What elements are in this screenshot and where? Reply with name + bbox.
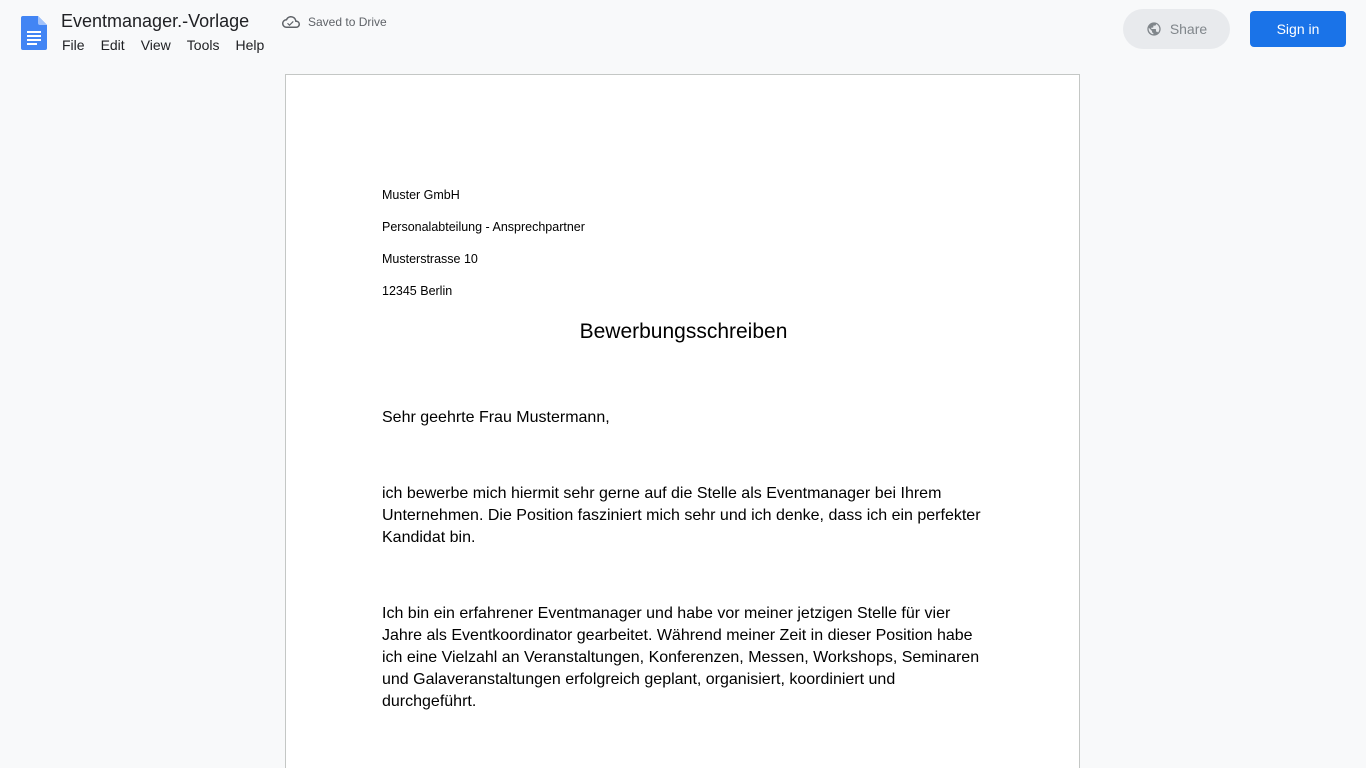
menu-tools[interactable]: Tools xyxy=(186,37,220,53)
google-docs-icon[interactable] xyxy=(21,16,47,50)
document-body[interactable] xyxy=(382,187,985,767)
letter-heading: Bewerbungsschreiben xyxy=(579,320,788,343)
globe-icon xyxy=(1146,21,1162,37)
saved-status-label: Saved to Drive xyxy=(308,15,387,29)
share-button[interactable] xyxy=(1123,9,1230,49)
document-title[interactable]: Eventmanager.-Vorlage xyxy=(61,11,250,31)
cloud-done-icon xyxy=(281,13,301,31)
address-department: Personalabteilung - Ansprechpartner xyxy=(382,220,585,234)
top-header xyxy=(0,0,1366,64)
address-company: Muster GmbH xyxy=(382,188,460,202)
paragraph-1: ich bewerbe mich hiermit sehr gerne auf die Stelle als Eventmanager bei Ihrem Unternehmen. Die Position fasziniert mich sehr und ich denke, dass ich ein perfekter Kandidat bin. xyxy=(382,485,981,546)
share-label: Share xyxy=(1169,21,1208,37)
menu-edit[interactable]: Edit xyxy=(100,37,125,53)
menu-file[interactable]: File xyxy=(62,37,85,53)
address-street: Musterstrasse 10 xyxy=(382,252,478,266)
menu-bar xyxy=(54,36,272,56)
salutation: Sehr geehrte Frau Mustermann, xyxy=(382,409,610,426)
sign-in-button[interactable]: Sign in xyxy=(1250,11,1346,47)
address-city: 12345 Berlin xyxy=(382,284,453,298)
paragraph-2: Ich bin ein erfahrener Eventmanager und habe vor meiner jetzigen Stelle für vier Jahre als Eventkoordinator gearbeitet. Während meiner Zeit in dieser Position habe ich eine Vielzahl an Veranstaltungen, Konferenzen, Messen, Workshops, Seminaren und Galaveranstaltungen erfolgreich geplant, organisiert, koordiniert und durchgeführt. xyxy=(382,605,980,710)
document-page[interactable] xyxy=(285,74,1080,768)
saved-status[interactable] xyxy=(281,13,387,31)
menu-help[interactable]: Help xyxy=(235,37,265,53)
menu-view[interactable]: View xyxy=(140,37,171,53)
